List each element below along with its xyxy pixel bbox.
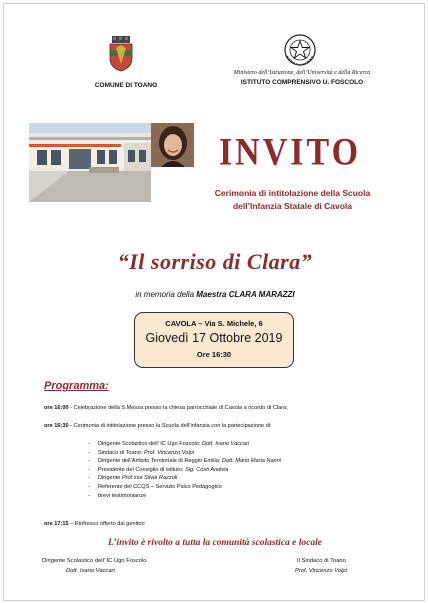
rinfresco-time: ore 17:15 <box>44 521 69 527</box>
partecipante-item <box>88 484 388 493</box>
partecipante-name: Prof. Vincenzo Volpi <box>143 449 194 456</box>
headline-quote: “Il sorriso di Clara” <box>117 249 313 274</box>
subtitle-line-1: Cerimonia di intitolazione della Scuola <box>214 188 371 198</box>
partecipante-item <box>88 493 388 502</box>
bullet-dash-icon: - <box>88 458 90 465</box>
bullet-dash-icon: - <box>88 483 90 490</box>
istituto-label: ISTITUTO COMPRENSIVO U. FOSCOLO <box>240 79 364 86</box>
bullet-dash-icon: - <box>88 492 90 499</box>
ceremony-subtitle <box>190 187 395 213</box>
bullet-dash-icon: - <box>88 449 90 456</box>
subtitle-line-2: dell’Infanzia Statale di Cavola <box>232 201 353 211</box>
signature-left-name <box>66 568 115 574</box>
comune-crest-icon <box>106 36 136 72</box>
signature-right-name <box>295 568 347 574</box>
republic-emblem-icon <box>282 32 318 68</box>
invito-title: INVITO <box>218 131 362 174</box>
programma-item <box>44 405 288 411</box>
partecipante-role: Dirigente Scolastico dell’ IC Ugo Foscolo: <box>98 441 202 447</box>
ministero-label: Ministero dell’Istruzione, dell’Università e della Ricerca <box>233 70 371 76</box>
partecipante-item <box>88 467 388 476</box>
signature-left-name-text: Dott. Ivano Vaccari <box>66 568 115 574</box>
programma-item-text: - Celebrazione della S.Messa presso la chiesa parrocchiale di Cavola a ricordo di Clara; <box>68 405 288 411</box>
partecipante-item <box>88 450 388 459</box>
partecipante-item <box>88 475 388 484</box>
programma-item-time: ore 16:30 <box>44 423 69 429</box>
partecipante-role: Presidente del Consiglio di istituto: <box>98 466 186 473</box>
event-date-box <box>134 312 294 368</box>
partecipante-name: Prof.ssa Silvia Razzoli <box>121 475 178 482</box>
rinfresco-line <box>44 521 145 527</box>
partecipante-role: Dirigente dell’Ambito Territoriale di Reggio Emilia: <box>98 458 222 465</box>
memoria-line <box>20 290 410 299</box>
partecipante-item <box>88 441 388 450</box>
invitation-banner: L’invito è rivolto a tutta la comunità scolastica e locale <box>107 538 322 548</box>
portrait-photo <box>151 123 194 167</box>
signature-right-role: Il Sindaco di Toano <box>297 558 346 564</box>
partecipanti-list <box>88 441 388 501</box>
bullet-dash-icon: - <box>88 475 90 482</box>
event-place: CAVOLA – Via S. Michele, 6 <box>165 319 263 328</box>
memoria-prefix: in memoria della <box>135 290 197 299</box>
event-time: Ore 16:30 <box>196 350 232 359</box>
bullet-dash-icon: - <box>88 466 90 473</box>
rinfresco-text: – Rinfresco offerto dai genitori <box>68 521 145 527</box>
programma-item-time: ore 16:00 <box>44 405 69 411</box>
school-photo <box>29 123 151 202</box>
partecipante-name: Dott. Ivano Vaccari <box>201 441 250 447</box>
programma-item-text: - Cerimonia di intitolazione presso la Scuola dell’infanzia con la partecipazione di: <box>68 423 272 429</box>
programma-item <box>44 423 272 429</box>
partecipante-item <box>88 458 388 467</box>
signature-left-role: Dirigente Scolastico dell’ IC Ugo Foscolo <box>42 558 147 564</box>
partecipante-role: Sindaco di Toano: <box>98 449 144 456</box>
memoria-name: Maestra CLARA MARAZZI <box>196 290 295 299</box>
signature-right-name-text: Prof. Vincenzo Volpi <box>295 568 347 574</box>
partecipante-role: Referente del CCQS – Servizio Psico Pedagogico <box>98 483 222 490</box>
partecipante-name: Sig. Costi Andrea <box>185 466 229 473</box>
event-date: Giovedì 17 Ottobre 2019 <box>145 331 283 345</box>
partecipante-name: Dott. Mario Maria Nanni <box>221 458 282 465</box>
comune-label: COMUNE DI TOANO <box>94 82 158 89</box>
partecipante-role: Dirigente <box>98 475 122 482</box>
bullet-dash-icon: - <box>88 441 90 447</box>
partecipante-role: brevi testimonianze <box>98 492 147 499</box>
page-border <box>3 3 425 601</box>
programma-heading: Programma: <box>44 380 109 392</box>
